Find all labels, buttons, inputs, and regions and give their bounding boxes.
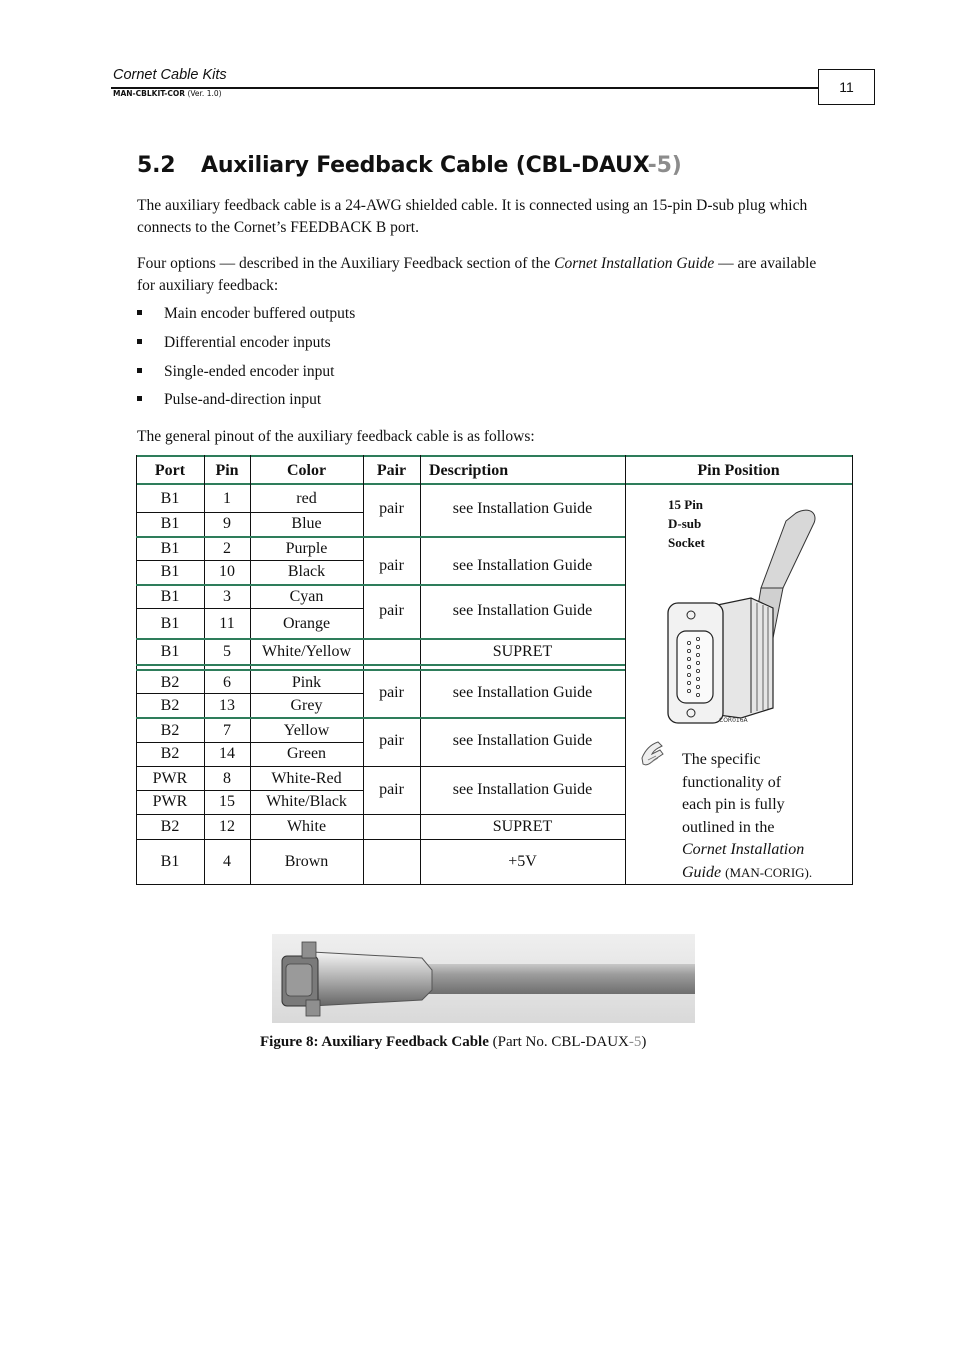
bullet-icon	[137, 339, 142, 344]
table-header-rule	[136, 483, 853, 485]
header-pin: Pin	[215, 462, 239, 479]
intro-paragraph-1: The auxiliary feedback cable is a 24-AWG shielded cable. It is connected using an 15-pin D-sub plug which connects to the Cornet’s FEEDBACK B port.	[137, 197, 808, 236]
table-bottom-rule	[136, 884, 853, 885]
group-description: +5V	[508, 853, 537, 870]
group-description: see Installation Guide	[452, 781, 593, 798]
figure-caption: Figure 8: Auxiliary Feedback Cable (Part No. CBL-DAUX-5)	[260, 1034, 647, 1050]
group-pair: pair	[379, 732, 404, 749]
intro-paragraph-2: Four options — described in the Auxiliary Feedback section of the Cornet Installation Guide — are available for auxiliary feedback:	[137, 255, 817, 294]
group-description: SUPRET	[492, 818, 553, 835]
group-pair: pair	[379, 602, 404, 619]
table-top-rule	[136, 455, 853, 457]
group-description: see Installation Guide	[452, 500, 593, 517]
group-pair: pair	[379, 684, 404, 701]
section-heading: 5.2 Auxiliary Feedback Cable (CBL-DAUX-5)	[137, 153, 682, 178]
header-title: Cornet Cable Kits	[113, 67, 227, 83]
header-color: Color	[286, 462, 327, 479]
group-pair: pair	[379, 557, 404, 574]
list-item: Pulse-and-direction input	[137, 391, 321, 409]
list-item: Single-ended encoder input	[137, 363, 334, 381]
list-item: Differential encoder inputs	[137, 334, 331, 352]
header-pin-position: Pin Position	[697, 462, 780, 479]
header-port: Port	[154, 462, 186, 479]
list-item: Main encoder buffered outputs	[137, 305, 355, 323]
header-doc-code: MAN-CBLKIT-COR (Ver. 1.0)	[113, 89, 222, 98]
bullet-icon	[137, 310, 142, 315]
group-pair: pair	[379, 781, 404, 798]
page-number: 11	[818, 69, 875, 105]
group-description: see Installation Guide	[452, 732, 593, 749]
pinout-table: Port Pin Color Pair Description Pin Position B1 1 red B1 9 Blue B1 2 Purple B1 10 Black B1 3 Cyan B1 11 Orange B1 5 White/Yellow B2 6 Pink B2 13 Grey B2 7 Yellow B2 14 Green PWR 8 White-Red PWR 15 White/Black B2 12 White B1 4 Brown pair see Installation Guide pair see Installation Guide pair see Installation Guide SUPRET pair see Installation Guide pair see Installation Guide pair see Installation Guide SUPRET +5V 15 Pin D-sub Socket COR016A The specific functionality of each pin is fully outlined in the Cornet Installation Guide (MAN-CORIG).	[136, 455, 853, 885]
intro-paragraph-3: The general pinout of the auxiliary feedback cable is as follows:	[137, 428, 535, 445]
image-code: COR016A	[719, 717, 748, 724]
group-description: SUPRET	[492, 643, 553, 660]
group-description: see Installation Guide	[452, 602, 593, 619]
group-pair: pair	[379, 500, 404, 517]
bullet-icon	[137, 396, 142, 401]
pin-position-note: The specific functionality of each pin is fully outlined in the Cornet Installation Guide (MAN-CORIG).	[682, 751, 813, 881]
bullet-icon	[137, 368, 142, 373]
dsub-connector-illustration	[661, 503, 821, 728]
group-description: see Installation Guide	[452, 684, 593, 701]
header-pair: Pair	[376, 462, 407, 479]
cable-photo	[272, 934, 695, 1023]
header-description: Description	[429, 462, 509, 479]
group-description: see Installation Guide	[452, 557, 593, 574]
pin-position-label: 15 Pin D-sub Socket	[668, 497, 705, 550]
note-hand-icon	[638, 738, 670, 770]
